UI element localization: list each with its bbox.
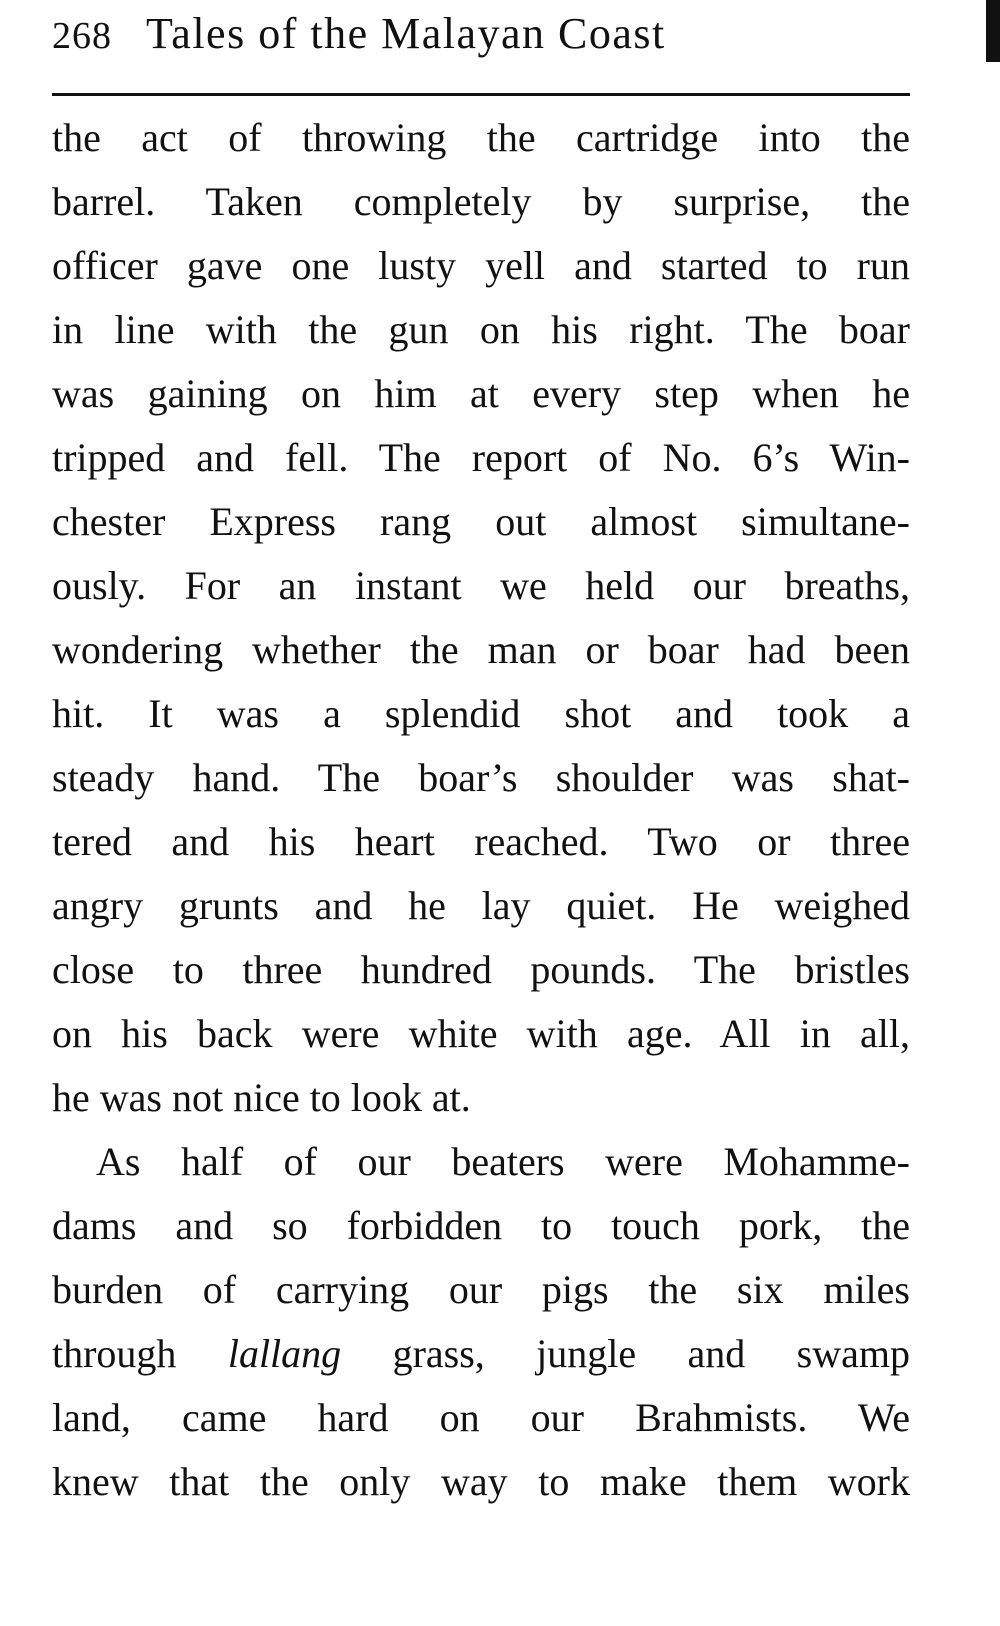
text-line: close to three hundred pounds. The bristles	[52, 947, 910, 992]
text-line: steady hand. The boar’s shoulder was shat-	[52, 755, 910, 800]
text-line: chester Express rang out almost simultane-	[52, 499, 910, 544]
text-line: on his back were white with age. All in all,	[52, 1011, 910, 1056]
paragraph-1	[52, 106, 910, 1130]
running-head	[52, 8, 912, 88]
text-line: dams and so forbidden to touch pork, the	[52, 1203, 910, 1248]
text-line: was gaining on him at every step when he	[52, 371, 910, 416]
body-text	[52, 106, 910, 1514]
text-line: in line with the gun on his right. The boar	[52, 307, 910, 352]
paragraph-2	[52, 1130, 910, 1514]
text-segment: grass, jungle and swamp	[341, 1331, 910, 1376]
text-line: the act of throwing the cartridge into the	[52, 115, 910, 160]
text-line: land, came hard on our Brahmists. We	[52, 1395, 910, 1440]
italic-word: lallang	[227, 1331, 342, 1376]
header-rule	[52, 93, 910, 96]
text-line: As half of our beaters were Mohamme-	[96, 1139, 910, 1184]
running-title: Tales of the Malayan Coast	[146, 9, 666, 58]
page-number: 268	[52, 15, 112, 57]
text-line: burden of carrying our pigs the six miles	[52, 1267, 910, 1312]
text-line: tripped and fell. The report of No. 6’s Win-	[52, 435, 910, 480]
text-line: barrel. Taken completely by surprise, the	[52, 179, 910, 224]
text-line: officer gave one lusty yell and started to run	[52, 243, 910, 288]
text-line: ously. For an instant we held our breaths,	[52, 563, 910, 608]
text-segment: through	[52, 1331, 228, 1376]
text-line-with-italic	[52, 1322, 910, 1386]
text-line: wondering whether the man or boar had been	[52, 627, 910, 672]
text-line: tered and his heart reached. Two or three	[52, 819, 910, 864]
text-line: knew that the only way to make them work	[52, 1459, 910, 1504]
text-line: he was not nice to look at.	[52, 1075, 471, 1120]
page-edge-mark	[986, 0, 1000, 62]
text-line: angry grunts and he lay quiet. He weighed	[52, 883, 910, 928]
text-line: hit. It was a splendid shot and took a	[52, 691, 910, 736]
